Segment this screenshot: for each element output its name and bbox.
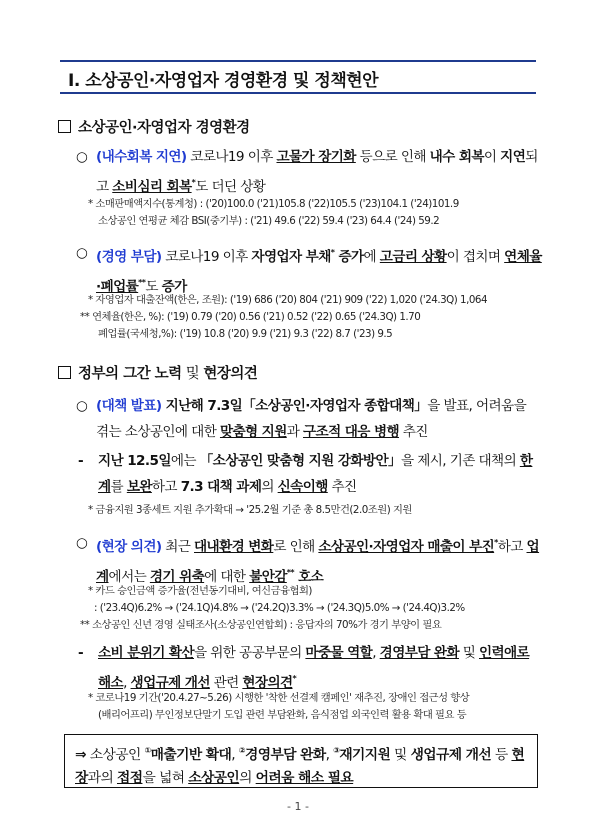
footnote: 소상공인 연평균 체감 BSI(중기부) : ('21) 49.6 ('22) 59.4 ('23) 64.4 ('24) 59.2: [98, 215, 440, 227]
circle-bullet-icon: ○: [76, 535, 88, 551]
page-number: - 1 -: [287, 800, 309, 813]
footnote: * 자영업자 대출잔액(한은, 조원): ('19) 686 ('20) 804 ('21) 909 ('22) 1,020 ('24.3Q) 1,064: [88, 294, 488, 306]
footnote: * 코로나19 기간('20.4.27~5.26) 시행한 '착한 선결제 캠페인' 재추진, 장애인 접근성 향상: [88, 692, 470, 704]
document-page: Ⅰ. 소상공인·자영업자 경영환경 및 정책현안 소상공인·자영업자 경영환경 ○ (내수회복 지연) 코로나19 이후 고물가 장기화 등으로 인해 내수 회복이 지연되고 소비심리 회복*도 더딘 상황 * 소매판매액지수(통계청) : ('20)100.0 ('21)105.8 ('22)105.5 ('23)104.1 ('24)101.9 소상공인 연평균 체감 BSI(중기부) : ('21) 49.6 ('22) 59.4 ('23) 64.4 ('24) 59.2 ○ (경영 부담) 코로나19 이후 자영업자 부채* 증가에 고금리 상황이 겹치며 연체율·폐업률**도 증가 * 자영업자 대출잔액(한은, 조원): ('19) 686 ('20) 804 ('21) 909 ('22) 1,020 ('24.3Q) 1,064 ** 연체율(한은, %): ('19) 0.79 ('20) 0.56 ('21) 0.52 ('22) 0.65 ('24.3Q) 1.70 폐업률(국세청,%): ('19) 10.8 ('20) 9.9 ('21) 9.3 ('22) 8.7 ('23) 9.5 정부의 그간 노력 및 현장의견 ○ (대책 발표) 지난해 7.3일「소상공인·자영업자 종합대책」을 발표, 어려움을 겪는 소상공인에 대한 맞춤형 지원과 구조적 대응 병행 추진 - 지난 12.5일에는 「소상공인 맞춤형 지원 강화방안」을 제시, 기존 대책의 한계를 보완하고 7.3 대책 과제의 신속이행 추진 * 금융지원 3종세트 지원 추가확대 → '25.2월 기준 총 8.5만건(2.0조원) 지원 ○ (현장 의견) 최근 대내환경 변화로 인해 소상공인·자영업자 매출이 부진*하고 업계에서는 경기 위축에 대한 불안감** 호소 * 카드 승인금액 증가율(전년동기대비, 여신금융협회) : ('23.4Q)6.2% → ('24.1Q)4.8% → ('24.2Q)3.3% → ('24.3Q)5.0% → ('24.4Q)3.2% ** 소상공인 신년 경영 실태조사(소상공인연합회) : 응답자의 70%가 경기 부양이 필요 - 소비 분위기 확산을 위한 공공부문의 마중물 역할, 경영부담 완화 및 인력애로 해소, 생업규제 개선 관련 현장의견* * 코로나19 기간('20.4.27~5.26) 시행한 '착한 선결제 캠페인' 재추진, 장애인 접근성 향상 (배리어프리) 무인정보단말기 도입 관련 부담완화, 음식점업 외국인력 활용 확대 필요 등 ⇒ 소상공인 ①매출기반 확대, ②경영부담 완화, ③재기지원 및 생업규제 개선 등 현장과의 접점을 넓혀 소상공인의 어려움 해소 필요 - 1 -: [0, 0, 596, 840]
footnote: (배리어프리) 무인정보단말기 도입 관련 부담완화, 음식점업 외국인력 활용 확대 필요 등: [98, 709, 467, 721]
arrow-icon: ⇒: [75, 747, 86, 763]
dash-bullet-icon: -: [78, 453, 84, 469]
footnote: ** 연체율(한은, %): ('19) 0.79 ('20) 0.56 ('21) 0.52 ('22) 0.65 ('24.3Q) 1.70: [80, 311, 421, 323]
page-title: Ⅰ. 소상공인·자영업자 경영환경 및 정책현안: [68, 71, 379, 91]
section-heading-2: 정부의 그간 노력 및 현장의견: [58, 362, 257, 383]
footnote: * 카드 승인금액 증가율(전년동기대비, 여신금융협회): [88, 585, 312, 597]
summary-box: ⇒ 소상공인 ①매출기반 확대, ②경영부담 완화, ③재기지원 및 생업규제 개선 등 현장과의 접점을 넓혀 소상공인의 어려움 해소 필요: [64, 734, 538, 788]
circle-bullet-icon: ○: [76, 149, 88, 165]
square-bullet-icon: [58, 366, 71, 379]
footnote: * 소매판매액지수(통계청) : ('20)100.0 ('21)105.8 ('22)105.5 ('23)104.1 ('24)101.9: [88, 198, 459, 210]
footnote: ** 소상공인 신년 경영 실태조사(소상공인연합회) : 응답자의 70%가 경기 부양이 필요: [80, 619, 442, 631]
title-box: [60, 60, 536, 94]
footnote: : ('23.4Q)6.2% → ('24.1Q)4.8% → ('24.2Q)3.3% → ('24.3Q)5.0% → ('24.4Q)3.2%: [94, 602, 465, 614]
square-bullet-icon: [58, 120, 71, 133]
footnote: 폐업률(국세청,%): ('19) 10.8 ('20) 9.9 ('21) 9.3 ('22) 8.7 ('23) 9.5: [98, 328, 393, 340]
dash-bullet-icon: -: [78, 645, 84, 661]
section-heading-1: 소상공인·자영업자 경영환경: [58, 116, 250, 137]
circle-bullet-icon: ○: [76, 245, 88, 261]
circle-bullet-icon: ○: [76, 398, 88, 414]
footnote: * 금융지원 3종세트 지원 추가확대 → '25.2월 기준 총 8.5만건(2.0조원) 지원: [88, 504, 412, 516]
